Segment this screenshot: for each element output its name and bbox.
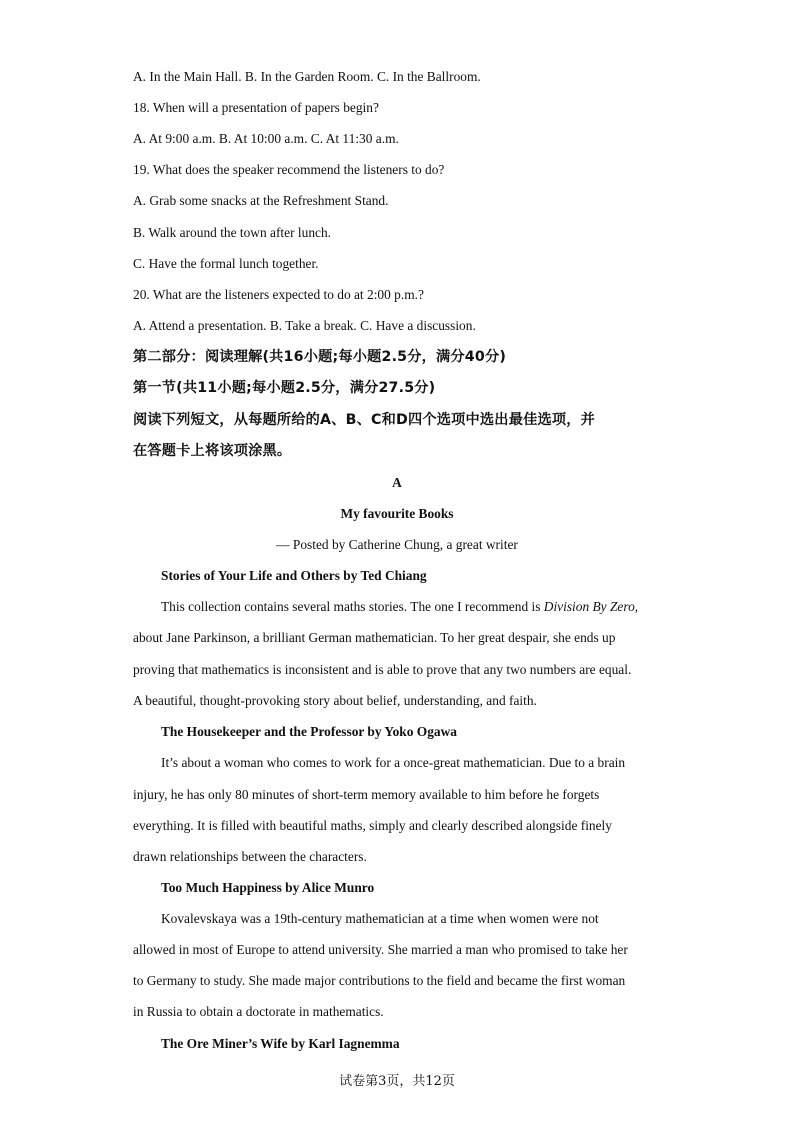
q18-question: 18. When will a presentation of papers begin? [133, 100, 379, 115]
instruction-line-1: 阅读下列短文，从每题所给的A、B、C和D四个选项中选出最佳选项，并 [133, 412, 596, 428]
section1-heading: 第一节(共11小题;每小题2.5分，满分27.5分) [133, 380, 436, 396]
q19-question: 19. What does the speaker recommend the listeners to do? [133, 162, 445, 177]
book2-line-2: injury, he has only 80 minutes of short-term memory available to him before he forgets [133, 787, 600, 802]
book1-line-3: proving that mathematics is inconsistent and is able to prove that any two numbers are equal. [133, 662, 632, 677]
book1-line-4: A beautiful, thought-provoking story about belief, understanding, and faith. [133, 693, 537, 708]
book1-story-title: Division By Zero [543, 599, 635, 614]
q20-options: A. Attend a presentation. B. Take a break. C. Have a discussion. [133, 318, 476, 333]
book3-line-1: Kovalevskaya was a 19th-century mathematician at a time when women were not [161, 911, 599, 926]
book3-line-3: to Germany to study. She made major contributions to the field and became the first woman [133, 973, 626, 988]
book1-line-1 [161, 599, 794, 615]
book4-title: The Ore Miner’s Wife by Karl Iagnemma [161, 1036, 400, 1051]
q19-option-c: C. Have the formal lunch together. [133, 256, 319, 271]
book3-line-2: allowed in most of Europe to attend university. She married a man who promised to take her [133, 942, 628, 957]
q20-question: 20. What are the listeners expected to do at 2:00 p.m.? [133, 287, 424, 302]
q19-option-a: A. Grab some snacks at the Refreshment Stand. [133, 193, 389, 208]
book1-line-2: about Jane Parkinson, a brilliant German mathematician. To her great despair, she ends up [133, 630, 616, 645]
book2-line-1: It’s about a woman who comes to work for a once-great mathematician. Due to a brain [161, 755, 626, 770]
page-footer: 试卷第3页，共12页 [339, 1074, 455, 1089]
q18-options: A. At 9:00 a.m. B. At 10:00 a.m. C. At 11:30 a.m. [133, 131, 399, 146]
book2-line-3: everything. It is filled with beautiful maths, simply and clearly described alongside finely [133, 818, 612, 833]
book1-title: Stories of Your Life and Others by Ted Chiang [161, 568, 427, 583]
passage-byline: — Posted by Catherine Chung, a great writer [276, 537, 518, 552]
part2-heading: 第二部分：阅读理解(共16小题;每小题2.5分，满分40分) [133, 349, 507, 365]
book3-title: Too Much Happiness by Alice Munro [161, 880, 375, 895]
book3-line-4: in Russia to obtain a doctorate in mathematics. [133, 1004, 384, 1019]
book1-line-1-pre: This collection contains several maths stories. The one I recommend is [161, 599, 544, 614]
passage-title: My favourite Books [340, 506, 454, 521]
book2-title: The Housekeeper and the Professor by Yoko Ogawa [161, 724, 457, 739]
passage-letter: A [392, 475, 402, 490]
q17-options: A. In the Main Hall. B. In the Garden Room. C. In the Ballroom. [133, 69, 481, 84]
instruction-line-2: 在答题卡上将该项涂黑。 [133, 443, 292, 459]
book2-line-4: drawn relationships between the characters. [133, 849, 367, 864]
q19-option-b: B. Walk around the town after lunch. [133, 225, 331, 240]
book1-line-1-post: , [634, 599, 639, 614]
